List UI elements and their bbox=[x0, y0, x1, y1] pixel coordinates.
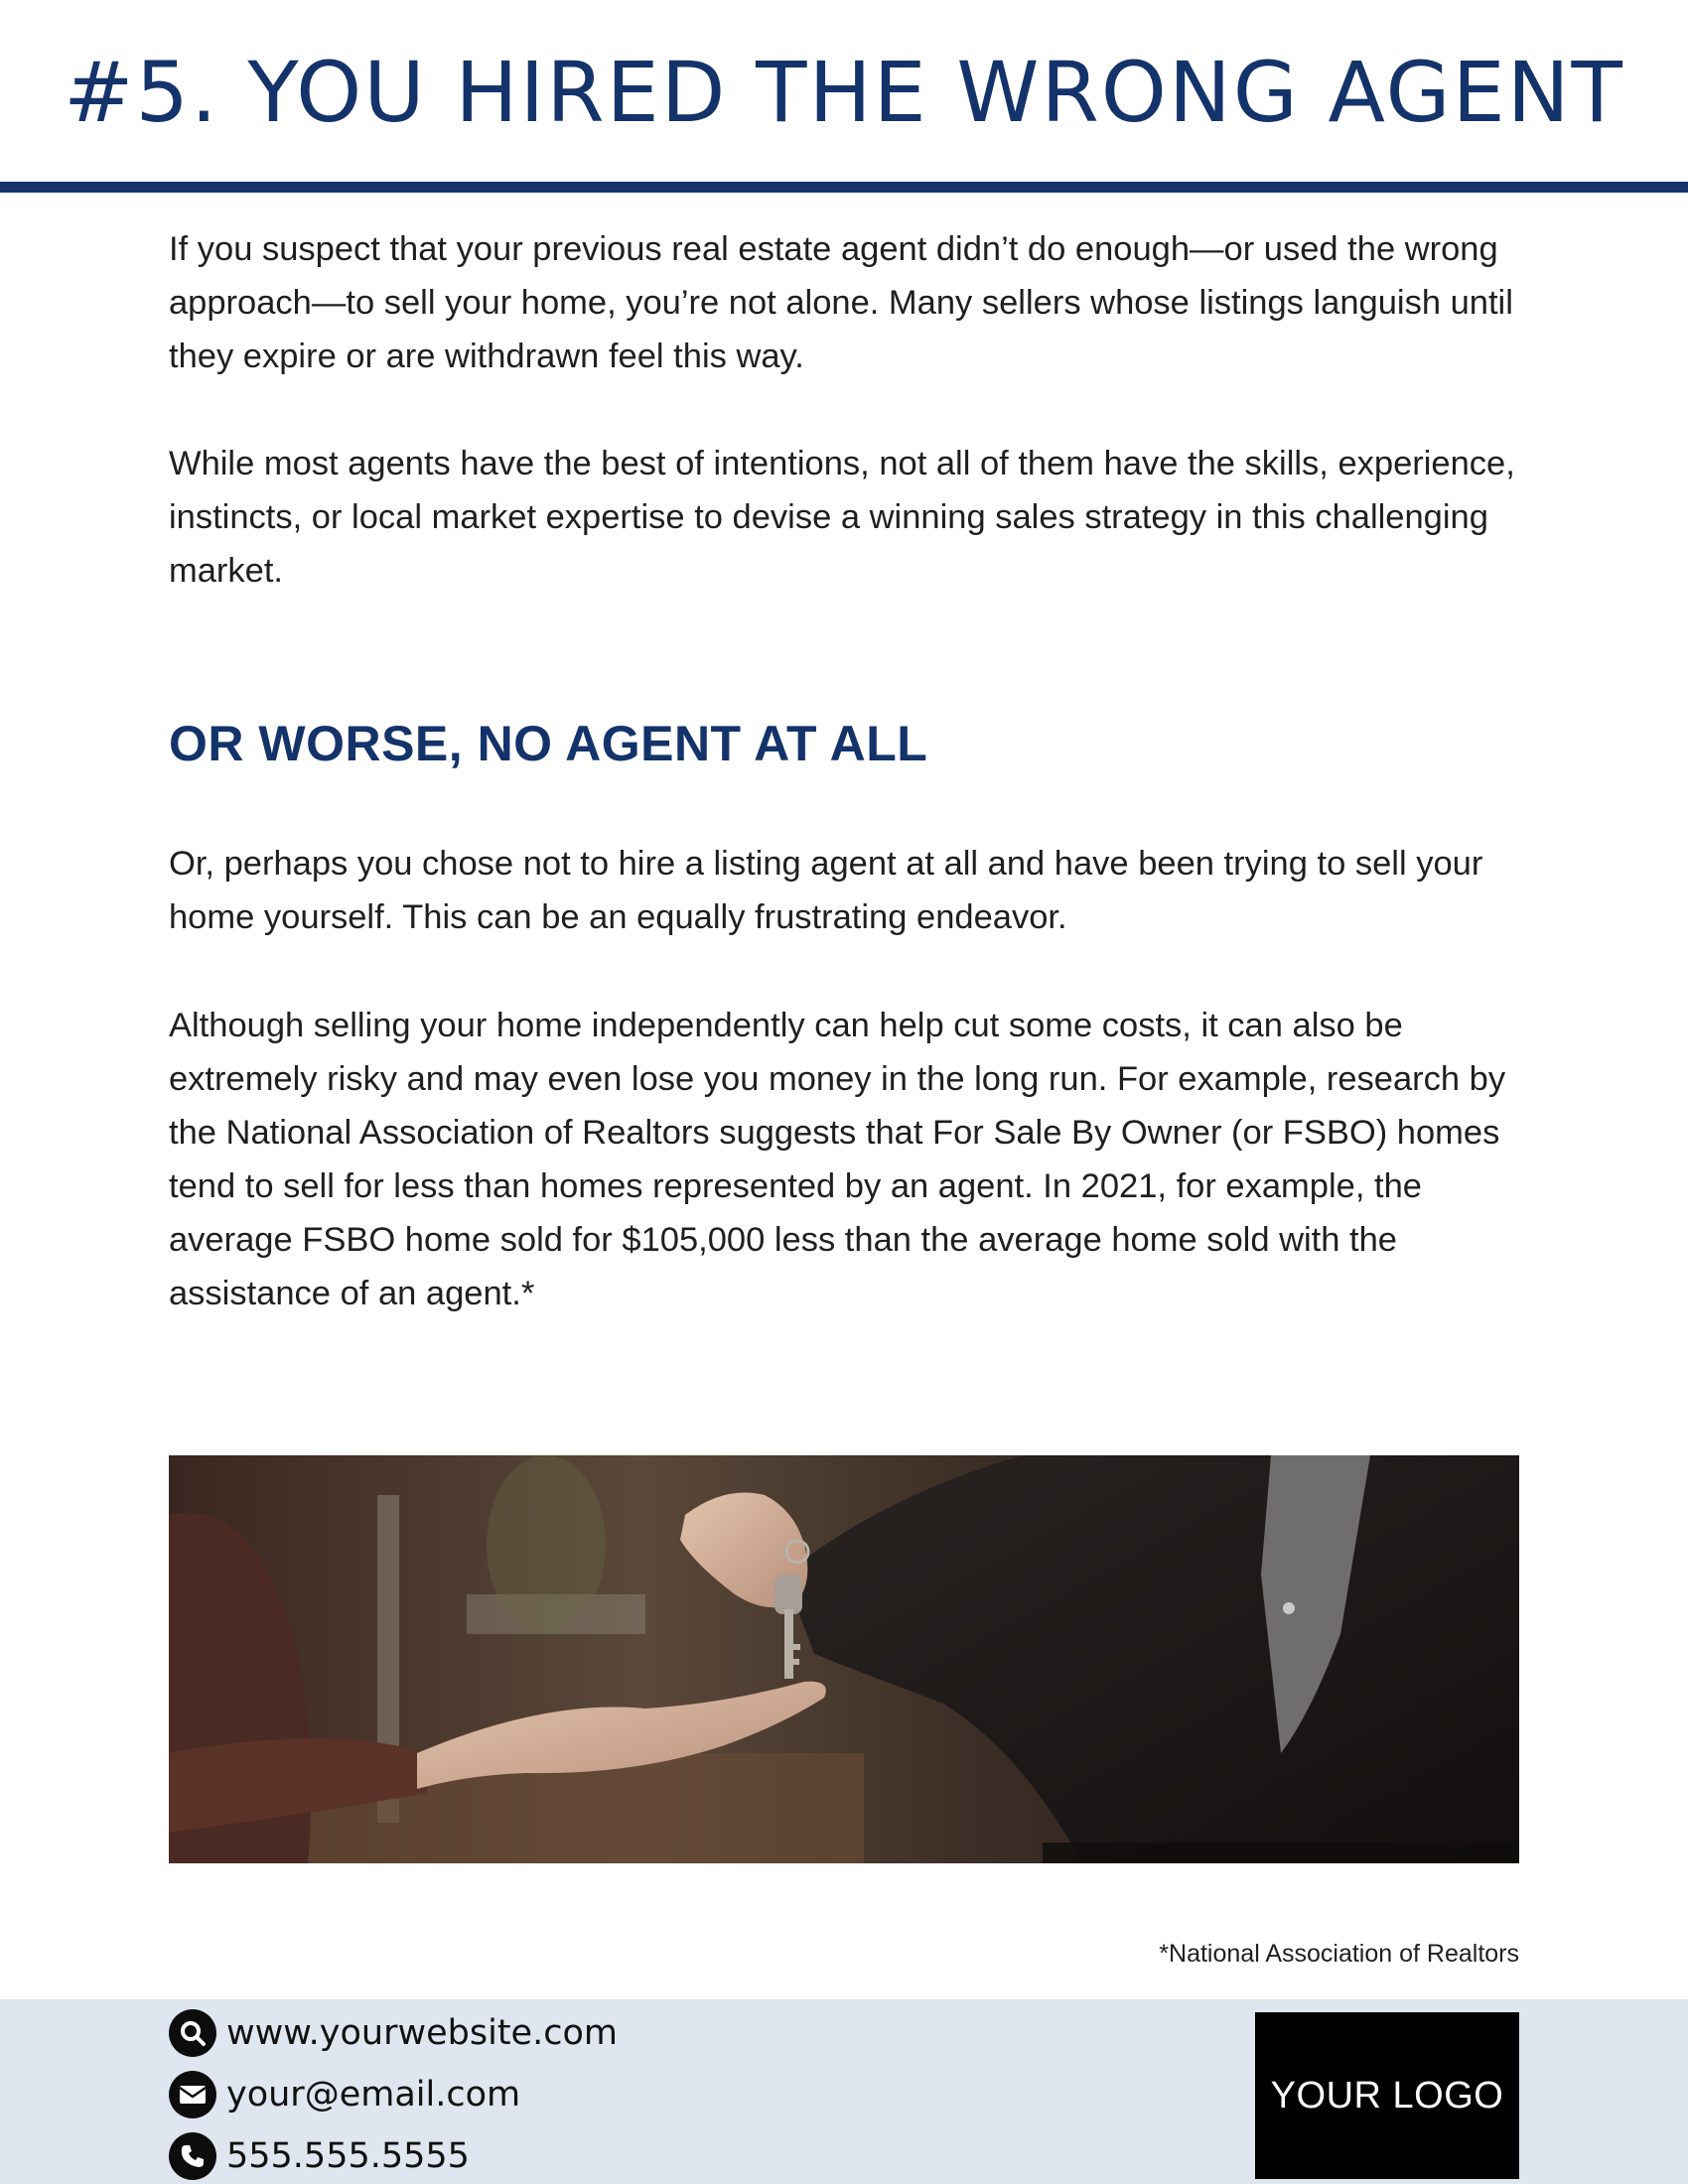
section-body-2 bbox=[169, 999, 1519, 1320]
title-divider bbox=[0, 182, 1688, 193]
phone-number[interactable]: 555.555.5555 bbox=[226, 2136, 470, 2176]
intro-section-2 bbox=[169, 437, 1519, 598]
envelope-icon bbox=[169, 2071, 216, 2118]
section-paragraph-2: Although selling your home independently can help cut some costs, it can also be extremely risky and may even lose you money in the long run. For example, research by the National Association of Realtors suggests that For Sale By Owner (or FSBO) homes tend to sell for less than homes represented by an agent. In 2021, for example, the average FSBO home sold for $105,000 less than the average home sold with the assistance of an agent.* bbox=[169, 1007, 1506, 1312]
logo-text: YOUR LOGO bbox=[1270, 2074, 1504, 2116]
email-contact[interactable] bbox=[169, 2072, 520, 2117]
intro-paragraph-1: If you suspect that your previous real estate agent didn’t do enough—or used the wrong approach—to sell your home, you’re not alone. Many sellers whose listings languish until they expire or are withdrawn feel this way. bbox=[169, 230, 1513, 375]
intro-paragraph-2: While most agents have the best of intentions, not all of them have the skills, experience, instincts, or local market expertise to devise a winning sales strategy in this challenging market. bbox=[169, 445, 1515, 590]
key-handover-photo bbox=[169, 1455, 1519, 1863]
logo bbox=[1255, 2012, 1519, 2179]
website-contact[interactable] bbox=[169, 2010, 618, 2056]
intro-section bbox=[169, 222, 1519, 383]
footnote: *National Association of Realtors bbox=[1159, 1940, 1519, 1968]
section-paragraph-1: Or, perhaps you chose not to hire a listing agent at all and have been trying to sell your home yourself. This can be an equally frustrating endeavor. bbox=[169, 845, 1483, 936]
section-body-1 bbox=[169, 837, 1519, 944]
phone-icon bbox=[169, 2132, 216, 2180]
phone-contact[interactable] bbox=[169, 2133, 470, 2179]
page-title: #5. YOU HIRED THE WRONG AGENT bbox=[64, 44, 1624, 141]
website-link[interactable]: www.yourwebsite.com bbox=[226, 2013, 618, 2053]
email-link[interactable]: your@email.com bbox=[226, 2075, 521, 2115]
section-heading: OR WORSE, NO AGENT AT ALL bbox=[169, 716, 928, 771]
search-icon bbox=[169, 2009, 216, 2057]
